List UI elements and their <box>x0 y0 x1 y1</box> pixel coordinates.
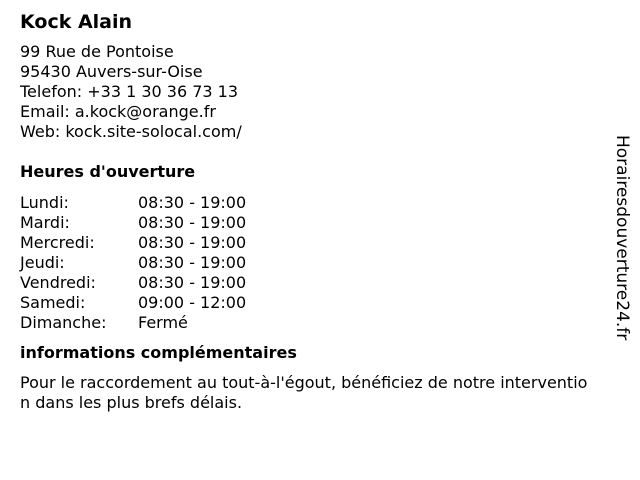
hours-time-value: 08:30 - 19:00 <box>138 233 247 252</box>
hours-row-vendredi <box>20 273 600 293</box>
hours-day-label: Samedi: <box>20 293 86 312</box>
site-brand-vertical: Horairesdouverture24.fr <box>612 135 632 341</box>
address-street: 99 Rue de Pontoise <box>20 42 174 61</box>
hours-day-label: Vendredi: <box>20 273 96 292</box>
hours-time-value: 09:00 - 12:00 <box>138 293 247 312</box>
hours-time-value: 08:30 - 19:00 <box>138 193 247 212</box>
hours-time-value: Fermé <box>138 313 188 332</box>
hours-time-value: 08:30 - 19:00 <box>138 253 247 272</box>
phone-line: Telefon: +33 1 30 36 73 13 <box>20 82 239 101</box>
info-heading: informations complémentaires <box>20 343 297 362</box>
hours-table <box>20 193 600 333</box>
hours-row-dimanche <box>20 313 600 333</box>
hours-row-lundi <box>20 193 600 213</box>
hours-row-mardi <box>20 213 600 233</box>
hours-time-value: 08:30 - 19:00 <box>138 213 247 232</box>
business-card <box>20 10 600 413</box>
email-line: Email: a.kock@orange.fr <box>20 102 216 121</box>
hours-day-label: Mercredi: <box>20 233 95 252</box>
web-line: Web: kock.site-solocal.com/ <box>20 122 242 141</box>
hours-time-value: 08:30 - 19:00 <box>138 273 247 292</box>
hours-day-label: Jeudi: <box>20 253 65 272</box>
hours-day-label: Mardi: <box>20 213 70 232</box>
hours-row-mercredi <box>20 233 600 253</box>
hours-row-jeudi <box>20 253 600 273</box>
address-city: 95430 Auvers-sur-Oise <box>20 62 203 81</box>
info-text: Pour le raccordement au tout-à-l'égout, bénéficiez de notre intervention dans les plus brefs délais. <box>20 373 588 412</box>
hours-day-label: Lundi: <box>20 193 69 212</box>
hours-row-samedi <box>20 293 600 313</box>
hours-heading: Heures d'ouverture <box>20 162 196 181</box>
business-name: Kock Alain <box>20 11 133 33</box>
hours-day-label: Dimanche: <box>20 313 107 332</box>
